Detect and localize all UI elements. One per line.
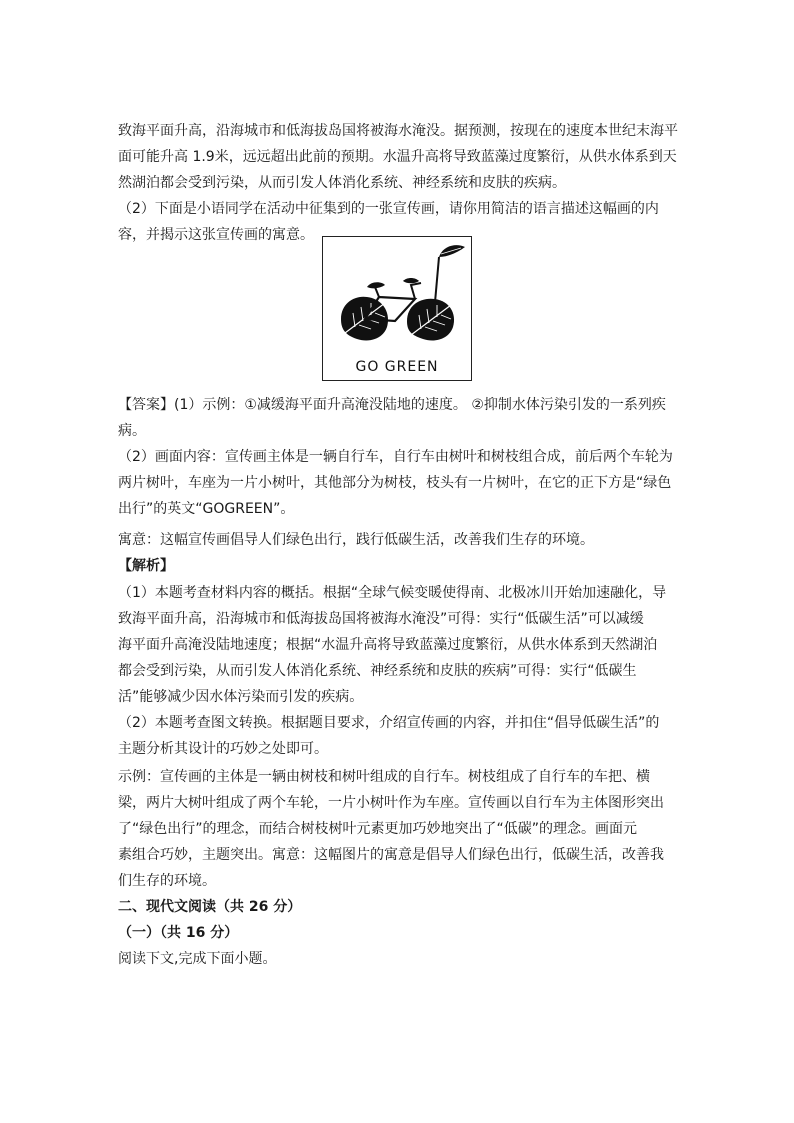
go-green-poster [322,236,472,381]
paragraph-line: 面可能升高 1.9米，远远超出此前的预期。水温升高将导致蓝藻过度繁衍，从供水体系到天 [118,149,677,165]
paragraph-line: 然湖泊都会受到污染，从而引发人体消化系统、神经系统和皮肤的疾病。 [118,175,566,191]
analysis-line: 都会受到污染，从而引发人体消化系统、神经系统和皮肤的疾病”可得：实行“低碳生 [118,663,637,679]
analysis-line: 梁，两片大树叶组成了两个车轮，一片小树叶作为车座。宣传画以自行车为主体图形突出 [118,795,664,811]
answer-line: 两片树叶，车座为一片小树叶，其他部分为树枝，枝头有一片树叶，在它的正下方是“绿色 [118,475,672,491]
analysis-line: 素组合巧妙，主题突出。寓意：这幅图片的寓意是倡导人们绿色出行，低碳生活，改善我 [118,847,664,863]
analysis-line: 们生存的环境。 [118,873,216,889]
handle-leaf [403,278,419,283]
analysis-line: （1）本题考查材料内容的概括。根据“全球气候变暖使得南、北极冰川开始加速融化，导 [118,585,667,601]
subsection-heading: （一）（共 16 分） [118,925,239,941]
question-line: 容，并揭示这张宣传画的寓意。 [118,227,314,243]
analysis-line: 了“绿色出行”的理念，而结合树枝树叶元素更加巧妙地突出了“低碳”的理念。画面元 [118,821,638,837]
analysis-heading: 【解析】 [118,558,174,574]
poster-caption: GO GREEN [355,359,439,375]
answer-line: 出行”的英文“GOGREEN”。 [118,501,295,517]
instruction-line: 阅读下文,完成下面小题。 [118,951,277,967]
question-line: （2）下面是小语同学在活动中征集到的一张宣传画，请你用简洁的语言描述这幅画的内 [118,201,659,217]
paragraph-line: 致海平面升高，沿海城市和低海拔岛国将被海水淹没。据预测，按现在的速度本世纪末海平 [118,123,678,139]
seat-leaf [367,282,385,288]
answer-line: 【答案】(1）示例：①减缓海平面升高淹没陆地的速度。 ②抑制水体污染引发的一系列疾 [118,397,666,413]
handlebar-branch [411,283,421,299]
analysis-line: 活”能够减少因水体污染而引发的疾病。 [118,689,364,705]
front-wheel-leaf [407,299,454,341]
answer-line: 寓意：这幅宣传画倡导人们绿色出行，践行低碳生活，改善我们生存的环境。 [118,532,594,548]
answer-line: （2）画面内容：宣传画主体是一辆自行车，自行车由树叶和树枝组合成，前后两个车轮为 [118,449,673,465]
analysis-line: 示例：宣传画的主体是一辆由树枝和树叶组成的自行车。树枝组成了自行车的车把、横 [118,769,650,785]
analysis-line: （2）本题考查图文转换。根据题目要求，介绍宣传画的内容，并扣住“倡导低碳生活”的 [118,715,660,731]
analysis-line: 主题分析其设计的巧妙之处即可。 [118,741,328,757]
bicycle-leaf-illustration [323,237,471,380]
answer-line: 病。 [118,423,146,439]
analysis-line: 致海平面升高，沿海城市和低海拔岛国将被海水淹没”可得：实行“低碳生活”可以减缓 [118,611,644,627]
section-heading: 二、现代文阅读（共 26 分） [118,899,302,915]
analysis-line: 海平面升高淹没陆地速度；根据“水温升高将导致蓝藻过度繁衍，从供水体系到天然湖泊 [118,637,658,653]
